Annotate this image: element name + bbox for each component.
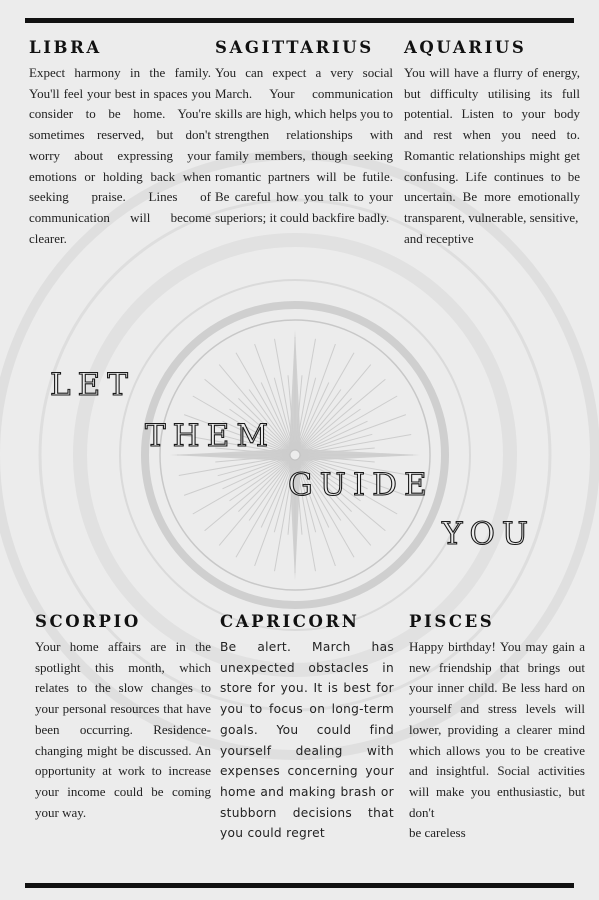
libra-column (29, 38, 211, 249)
pisces-heading: PISCES (409, 612, 495, 631)
aquarius-heading: AQUARIUS (404, 38, 527, 57)
pisces-text: Happy birthday! You may gain a new friendship that brings out your inner child. Be less hard on yourself and stress levels will lower, providing a clearer mind which allows you to be creative and insightful. Social activities will make you enthusiastic, but don't (409, 639, 585, 820)
scorpio-text: Your home affairs are in the spotlight this month, which relates to the slow changes to your personal resources that have been occurring. Residence-changing might be discussed. An opportunity at work to increase your income could be coming your way. (35, 639, 211, 820)
bottom-rule (25, 883, 574, 888)
pisces-paragraph (409, 637, 585, 844)
libra-heading: LIBRA (29, 38, 102, 57)
aquarius-paragraph (404, 63, 580, 249)
scorpio-heading: SCORPIO (35, 612, 141, 631)
pisces-column (409, 612, 585, 844)
sagittarius-heading: SAGITTARIUS (215, 38, 374, 57)
capricorn-column (220, 612, 394, 844)
aquarius-tail: and receptive (404, 230, 474, 246)
scorpio-column (35, 612, 211, 823)
tagline-guide: GUIDE (288, 467, 434, 503)
tagline-you: YOU (442, 516, 536, 552)
aquarius-column (404, 38, 580, 249)
aquarius-text: You will have a flurry of energy, but difficulty utilising its full potential. Listen to your body and rest when you need to. Romantic relationships might get confusing. Life continues to be uncertain. Be more emotionally transparent, vulnerable, sensitive, (404, 65, 580, 225)
capricorn-heading: CAPRICORN (220, 612, 360, 631)
tagline-them: THEM (145, 418, 276, 454)
tagline-let: LET (50, 367, 135, 403)
sagittarius-column (215, 38, 393, 229)
sagittarius-text: You can expect a very social March. Your communication skills are high, which helps you to strengthen relationships with family members, though seeking romantic partners will be futile. Be careful how you talk to your superiors; it could backfire badly. (215, 65, 394, 225)
capricorn-text: Be alert. March has unexpected obstacles in store for you. It is best for you to focus on long-term goals. You could find yourself dealing with expenses concerning your home and making brash or stubborn decisions that you could regret (220, 640, 394, 841)
pisces-tail: be careless (409, 825, 466, 841)
libra-text: Expect harmony in the family. You'll feel your best in spaces you consider to be home. You're sometimes reserved, but don't worry about expressing your emotions or holding back when seeking praise. Lines of communication will become clearer. (29, 65, 211, 246)
